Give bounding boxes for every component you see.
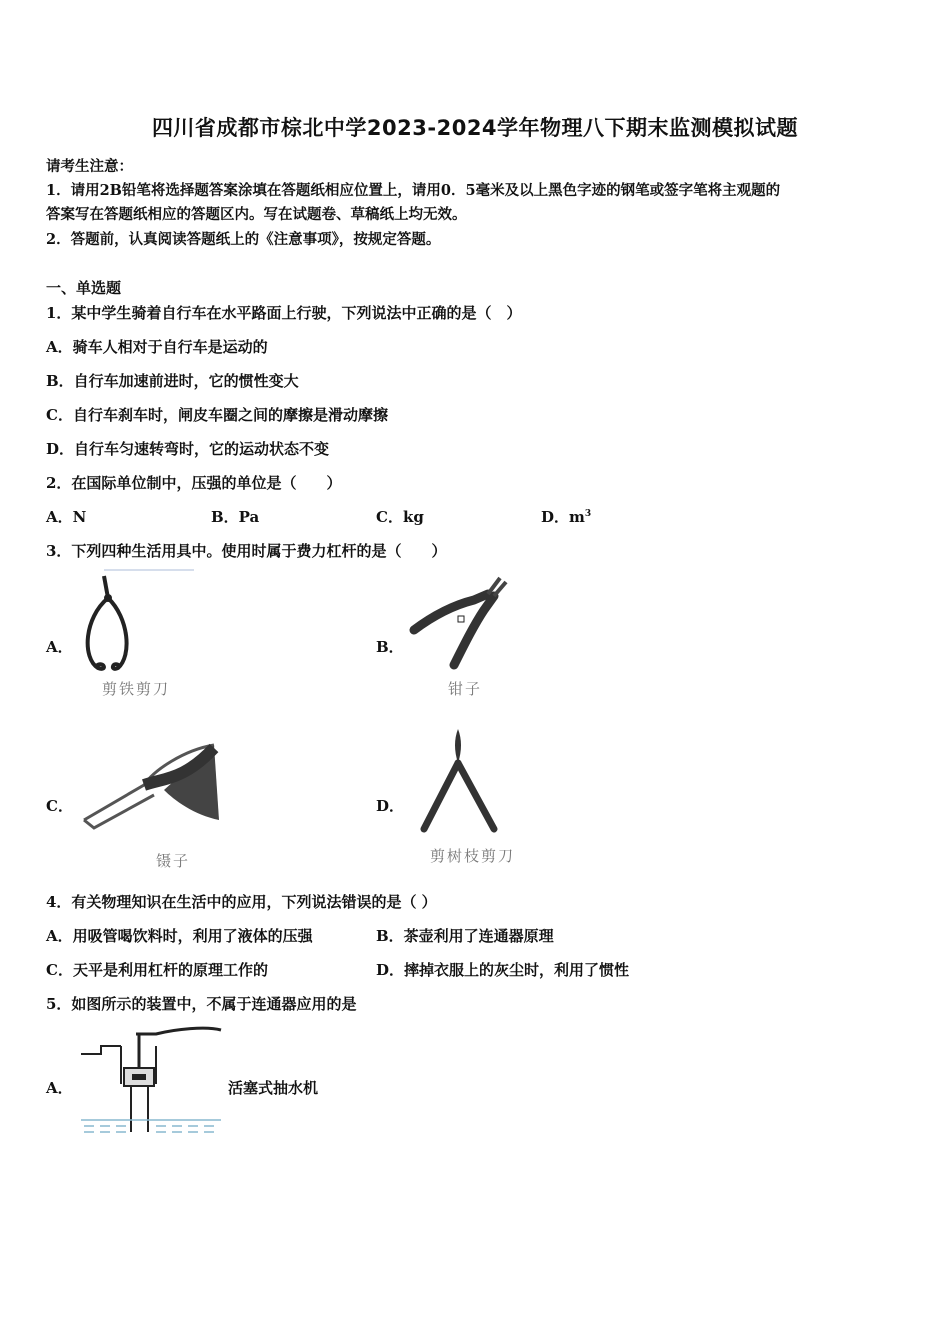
q3-option-d: D． — [376, 797, 405, 815]
tweezers-icon — [74, 740, 224, 870]
q2-option-a: A．N — [46, 508, 87, 526]
notice-item1-line2: 答案写在答题纸相应的答题区内。写在试题卷、草稿纸上均无效。 — [46, 206, 467, 223]
q3-option-b: B． — [376, 638, 404, 656]
q4-option-d: D．摔掉衣服上的灰尘时，利用了惯性 — [376, 961, 630, 979]
notice-heading: 请考生注意： — [46, 158, 133, 175]
q1-option-c: C．自行车刹车时，闸皮车圈之间的摩擦是滑动摩擦 — [46, 406, 388, 424]
q2-option-d-label: D．m — [541, 508, 585, 526]
q4-option-c: C．天平是利用杠杆的原理工作的 — [46, 961, 268, 979]
q2-option-b: B．Pa — [211, 508, 260, 526]
q2-stem: 2．在国际单位制中，压强的单位是（ ） — [46, 474, 342, 492]
branch-shears-icon — [404, 725, 554, 867]
q3-caption-b: 钳子 — [448, 680, 483, 698]
q3-option-a: A． — [46, 638, 73, 656]
page-title: 四川省成都市棕北中学2023-2024学年物理八下期末监测模拟试题 — [151, 116, 799, 140]
q5-stem: 5．如图所示的装置中，不属于连通器应用的是 — [46, 995, 357, 1013]
q5-caption-a: 活塞式抽水机 — [228, 1079, 319, 1097]
q1-option-d: D．自行车匀速转弯时，它的运动状态不变 — [46, 440, 330, 458]
q2-option-d — [541, 506, 591, 527]
q1-stem: 1．某中学生骑着自行车在水平路面上行驶，下列说法中正确的是（ ） — [46, 304, 522, 322]
q4-stem: 4．有关物理知识在生活中的应用，下列说法错误的是（ ） — [46, 893, 437, 911]
q2-option-d-exponent: 3 — [584, 509, 592, 519]
pliers-icon — [404, 570, 530, 702]
tin-snips-icon — [74, 568, 200, 703]
q1-option-a: A．骑车人相对于自行车是运动的 — [46, 338, 268, 356]
q3-option-c: C． — [46, 797, 73, 815]
q2-option-c: C．kg — [376, 508, 424, 526]
q3-caption-c: 镊子 — [156, 852, 191, 870]
q3-caption-d: 剪树枝剪刀 — [430, 847, 516, 865]
notice-item2: 2．答题前，认真阅读答题纸上的《注意事项》，按规定答题。 — [46, 231, 441, 248]
notice-item1-line1: 1．请用2B铅笔将选择题答案涂填在答题纸相应位置上，请用0．5毫米及以上黑色字迹的钢笔或签字笔将主观题的 — [46, 182, 781, 199]
q5-option-a: A． — [46, 1079, 73, 1097]
q4-option-a: A．用吸管喝饮料时，利用了液体的压强 — [46, 927, 313, 945]
q3-caption-a: 剪铁剪刀 — [102, 680, 171, 698]
section-heading: 一、单选题 — [46, 279, 122, 297]
q3-stem: 3．下列四种生活用具中。使用时属于费力杠杆的是（ ） — [46, 542, 447, 560]
piston-pump-icon — [76, 1024, 226, 1139]
q4-option-b: B．茶壶利用了连通器原理 — [376, 927, 554, 945]
q1-option-b: B．自行车加速前进时，它的惯性变大 — [46, 372, 299, 390]
